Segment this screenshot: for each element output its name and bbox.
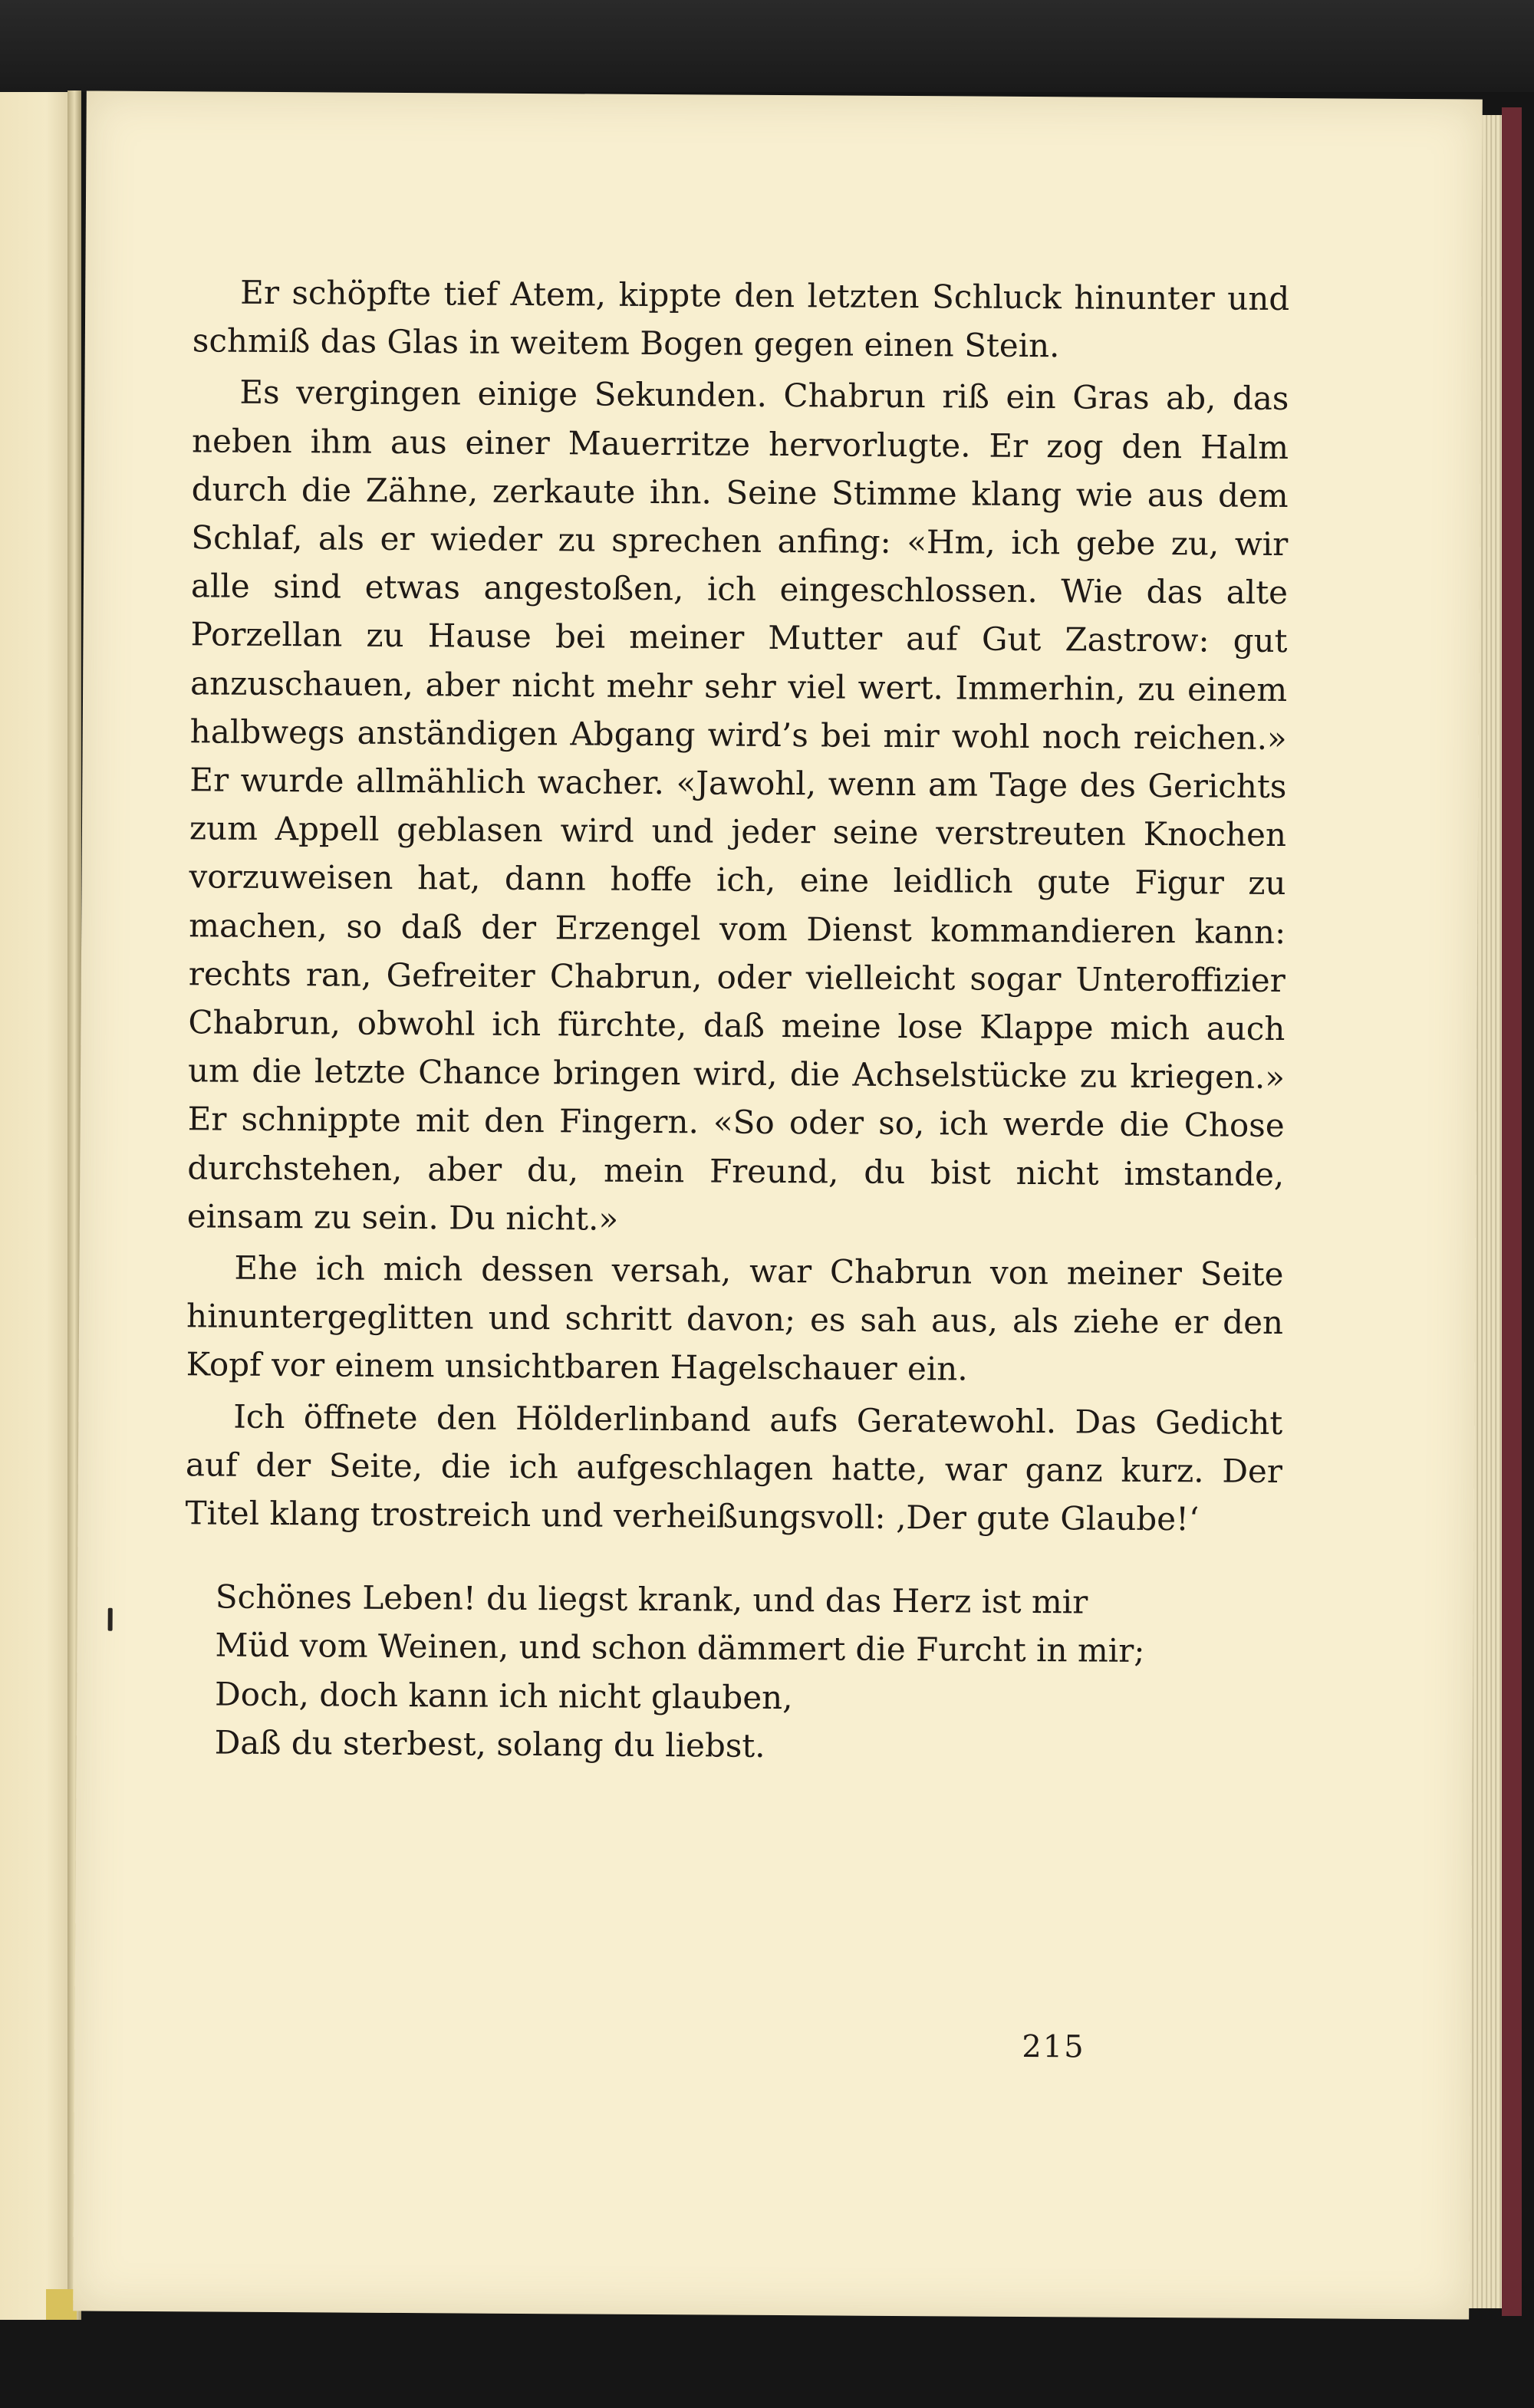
paragraph: Er schöpfte tief Atem, kippte den letzten Schluck hinunter und schmiß das Glas in weitem Bogen gegen einen Stein. bbox=[192, 273, 1290, 365]
poem-line: Schönes Leben! du liegst krank, und das Herz ist mir bbox=[215, 1577, 1088, 1621]
poem-line: Müd vom Weinen, und schon dämmert die Furcht in mir; bbox=[215, 1627, 1145, 1670]
scanner-background-bottom bbox=[0, 2320, 1534, 2408]
paragraph: Ehe ich mich dessen versah, war Chabrun von meiner Seite hinuntergeglitten und schritt davon; es sah aus, als ziehe er den Kopf vor einem unsichtbaren Hagelschauer ein. bbox=[186, 1248, 1284, 1388]
bookmark-ribbon bbox=[46, 2289, 77, 2324]
paragraph: Ich öffnete den Hölderlinband aufs Geratewohl. Das Gedicht auf der Seite, die ich aufgeschlagen hatte, war ganz kurz. Der Titel klang trostreich und verheißungsvoll: ‚Der gute Glaube!‘ bbox=[185, 1397, 1283, 1538]
poem-line: Doch, doch kann ich nicht glauben, bbox=[214, 1675, 793, 1716]
scanner-background-top bbox=[0, 0, 1534, 92]
margin-pencil-mark bbox=[108, 1608, 113, 1631]
body-text bbox=[184, 268, 1290, 1773]
paragraph: Es vergingen einige Sekunden. Chabrun riß ein Gras ab, das neben ihm aus einer Mauerritze hervorlugte. Er zog den Halm durch die Zähne, zerkaute ihn. Seine Stimme klang wie aus dem Schlaf, als er wieder zu sprechen anfing: «Hm, ich gebe zu, wir alle sind etwas angestoßen, ich eingeschlossen. Wie das alte Porzellan zu Hause bei meiner Mutter auf Gut Zastrow: gut anzuschauen, aber nicht mehr sehr viel wert. Immerhin, zu einem halbwegs anständigen Abgang wird’s bei mir wohl noch reichen.» Er wurde allmählich wacher. «Jawohl, wenn am Tage des Gerichts zum Appell geblasen wird und jeder seine verstreuten Knochen vorzuweisen hat, dann hoffe ich, eine leidlich gute Figur zu machen, so daß der Erzengel vom Dienst kommandieren kann: rechts ran, Gefreiter Chabrun, oder vielleicht sogar Unteroffizier Chabrun, obwohl ich fürchte, daß meine lose Klappe mich auch um die letzte Chance bringen wird, die Achselstücke zu kriegen.» Er schnippte mit den Fingern. «So oder so, ich werde die Chose durchstehen, aber du, mein Freund, du bist nicht imstande, einsam zu sein. Du nicht.» bbox=[186, 373, 1289, 1238]
book-page bbox=[73, 90, 1483, 2319]
facing-page-edge bbox=[0, 92, 77, 2320]
page-number: 215 bbox=[1022, 2028, 1085, 2065]
book-cover-edge bbox=[1502, 107, 1522, 2316]
poem-stanza bbox=[215, 1573, 1282, 1773]
poem-line: Daß du sterbest, solang du liebst. bbox=[214, 1723, 765, 1765]
